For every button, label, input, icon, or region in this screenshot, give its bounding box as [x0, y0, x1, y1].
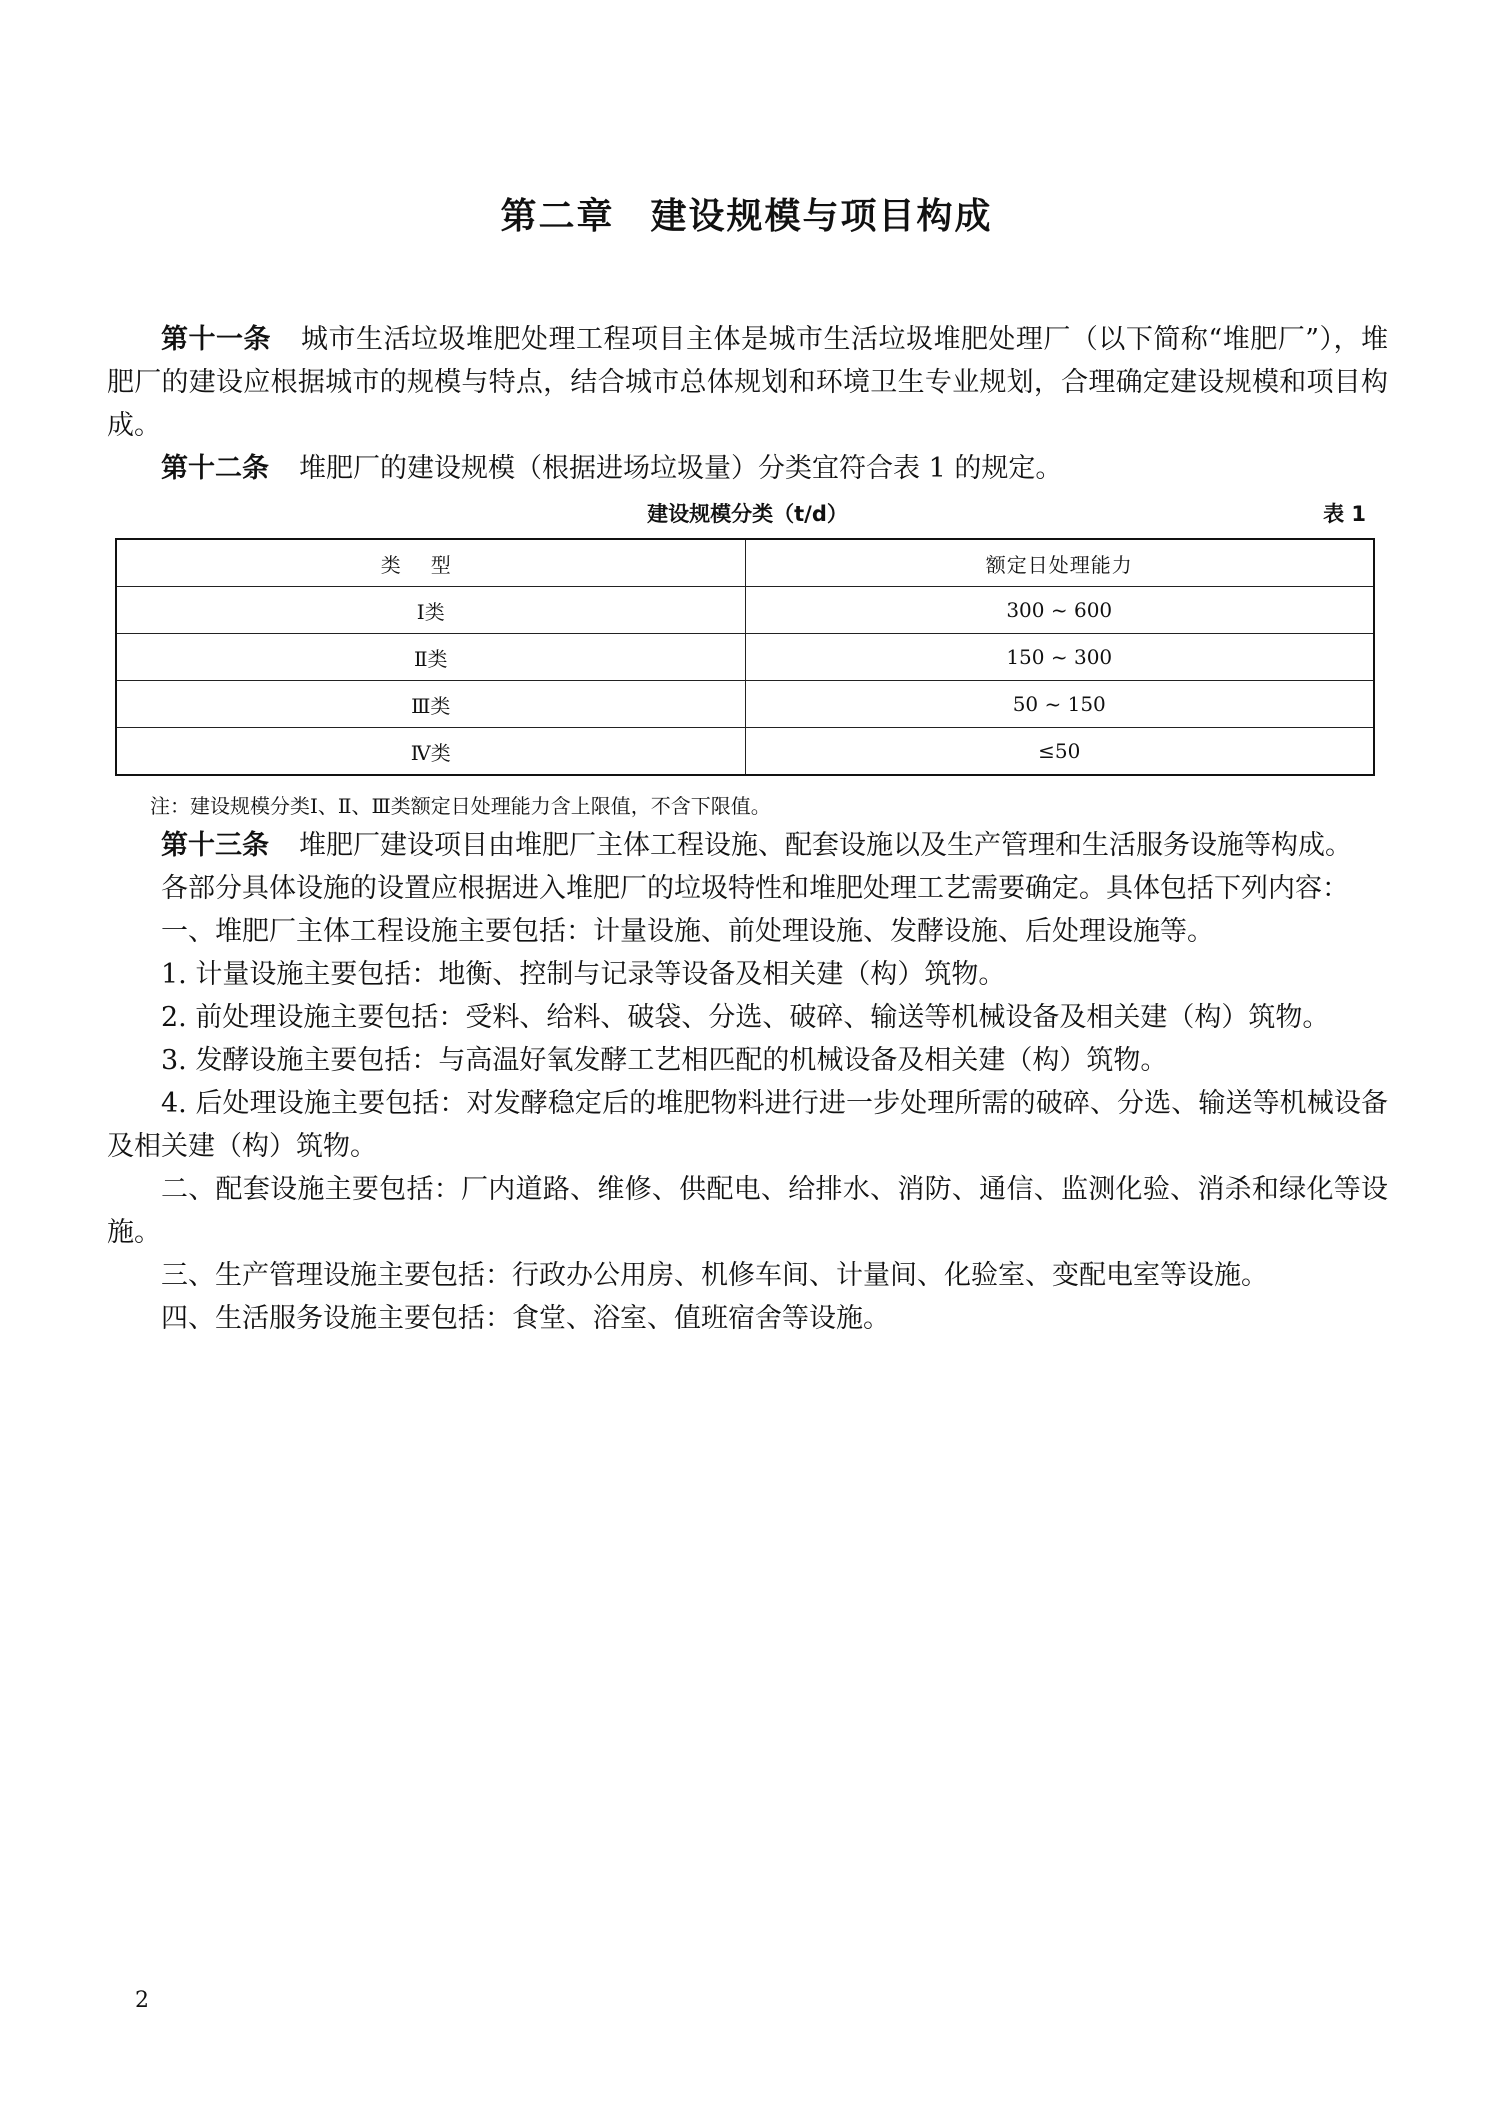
paragraph: 4. 后处理设施主要包括：对发酵稳定后的堆肥物料进行进一步处理所需的破碎、分选、输送等机械设备及相关建（构）筑物。 — [107, 1088, 1388, 1162]
table-row — [116, 728, 1374, 776]
paragraph: 二、配套设施主要包括：厂内道路、维修、供配电、给排水、消防、通信、监测化验、消杀和绿化等设施。 — [107, 1174, 1388, 1248]
article-13-text: 堆肥厂建设项目由堆肥厂主体工程设施、配套设施以及生产管理和生活服务设施等构成。 — [299, 830, 1352, 861]
article-12 — [107, 447, 1388, 490]
cell-capacity: 50 ~ 150 — [745, 681, 1374, 728]
article-12-text: 堆肥厂的建设规模（根据进场垃圾量）分类宜符合表 1 的规定。 — [299, 453, 1063, 484]
cell-type: Ⅱ类 — [116, 634, 745, 681]
cell-type: Ⅳ类 — [116, 728, 745, 776]
paragraph: 各部分具体设施的设置应根据进入堆肥厂的垃圾特性和堆肥处理工艺需要确定。具体包括下列内容： — [161, 873, 1349, 904]
paragraph: 三、生产管理设施主要包括：行政办公用房、机修车间、计量间、化验室、变配电室等设施。 — [161, 1260, 1268, 1291]
cell-type: Ⅰ类 — [116, 587, 745, 634]
articles-11-12 — [107, 318, 1388, 490]
article-11-text: 城市生活垃圾堆肥处理工程项目主体是城市生活垃圾堆肥处理厂（以下简称“堆肥厂”），堆肥厂的建设应根据城市的规模与特点，结合城市总体规划和环境卫生专业规划，合理确定建设规模和项目构成。 — [107, 324, 1389, 441]
article-13-section — [107, 824, 1388, 1340]
article-11-label: 第十一条 — [161, 324, 271, 355]
chapter-name: 建设规模与项目构成 — [650, 196, 993, 237]
chapter-title — [0, 188, 1493, 239]
paragraph: 一、堆肥厂主体工程设施主要包括：计量设施、前处理设施、发酵设施、后处理设施等。 — [161, 916, 1214, 947]
article-13-label: 第十三条 — [161, 830, 269, 861]
scale-classification-table — [115, 538, 1375, 776]
cell-capacity: 150 ~ 300 — [745, 634, 1374, 681]
table-row — [116, 681, 1374, 728]
cell-capacity: 300 ~ 600 — [745, 587, 1374, 634]
table-note: 注：建设规模分类Ⅰ、Ⅱ、Ⅲ类额定日处理能力含上限值，不含下限值。 — [150, 794, 771, 818]
table-caption-row — [107, 498, 1388, 528]
paragraph: 四、生活服务设施主要包括：食堂、浴室、值班宿舍等设施。 — [161, 1303, 890, 1334]
table-row — [116, 634, 1374, 681]
page-number: 2 — [135, 1988, 149, 2013]
cell-type: Ⅲ类 — [116, 681, 745, 728]
table-caption: 建设规模分类（t/d） — [647, 502, 848, 526]
table-row — [116, 587, 1374, 634]
table-number: 表 1 — [1323, 502, 1366, 526]
paragraph: 3. 发酵设施主要包括：与高温好氧发酵工艺相匹配的机械设备及相关建（构）筑物。 — [161, 1045, 1168, 1076]
article-11 — [107, 318, 1388, 447]
header-capacity: 额定日处理能力 — [745, 539, 1374, 587]
chapter-number: 第二章 — [500, 196, 615, 237]
paragraph: 2. 前处理设施主要包括：受料、给料、破袋、分选、破碎、输送等机械设备及相关建（构）筑物。 — [161, 1002, 1330, 1033]
paragraph: 1. 计量设施主要包括：地衡、控制与记录等设备及相关建（构）筑物。 — [161, 959, 1006, 990]
article-12-label: 第十二条 — [161, 453, 269, 484]
header-type: 类型 — [116, 539, 745, 587]
article-13 — [107, 824, 1388, 867]
cell-capacity: ≤50 — [745, 728, 1374, 776]
table-header-row — [116, 539, 1374, 587]
